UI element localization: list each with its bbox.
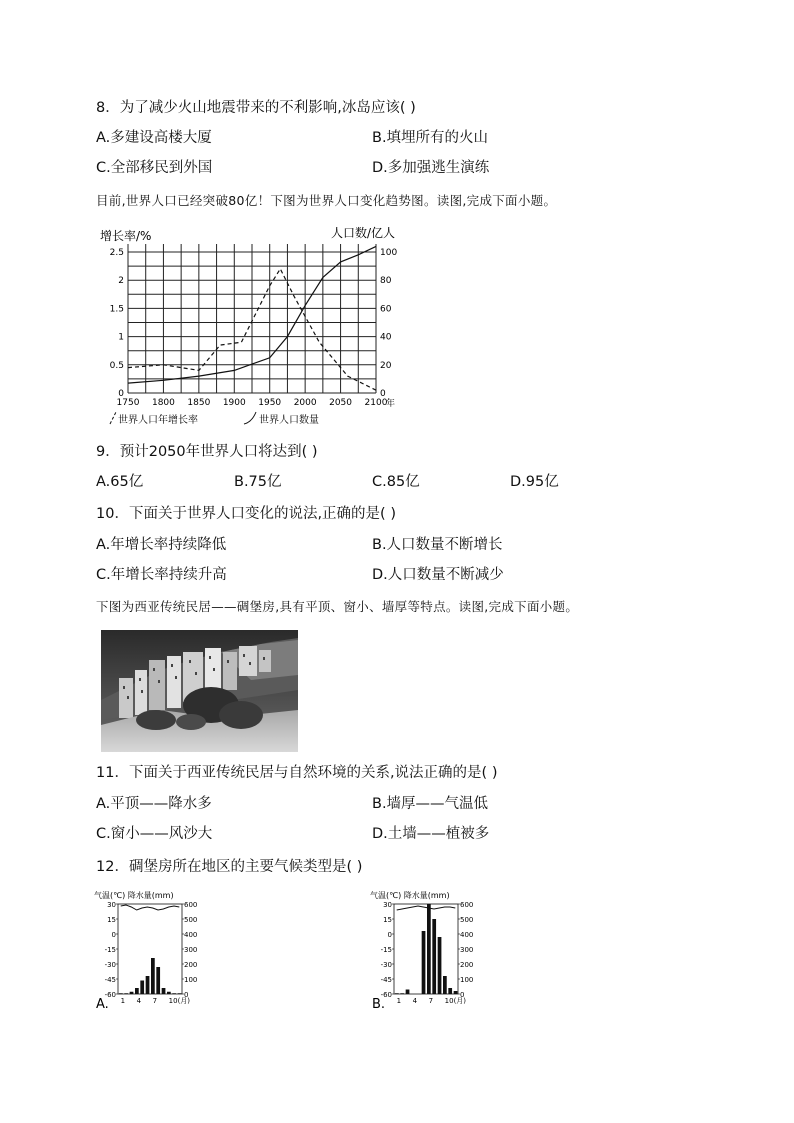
precip-bar <box>146 976 150 994</box>
climate-chart-b[interactable] <box>370 888 500 1013</box>
q10-option-a[interactable]: A.年增长率持续降低 <box>96 537 227 553</box>
q9-option-d[interactable]: D.95亿 <box>510 474 559 490</box>
q11-option-c[interactable]: C.窗小——风沙大 <box>96 826 213 842</box>
climate-chart-title: 气温(℃) 降水量(mm) <box>94 891 174 900</box>
temp-tick-label: 30 <box>107 901 116 909</box>
right-tick-label: 60 <box>380 304 392 315</box>
month-tick-label: 10(月) <box>444 997 467 1005</box>
population-chart <box>96 222 416 427</box>
q8-option-b[interactable]: B.填埋所有的火山 <box>372 130 489 146</box>
x-tick-label: 2050 <box>329 398 353 408</box>
temp-tick-label: -45 <box>380 976 392 984</box>
q9-stem: 9．预计2050年世界人口将达到( ) <box>96 444 318 460</box>
precip-bar <box>135 988 139 994</box>
q8-option-c[interactable]: C.全部移民到外国 <box>96 160 213 176</box>
x-tick-label: 2000 <box>293 398 317 408</box>
precip-tick-label: 500 <box>460 916 474 924</box>
month-tick-label: 1 <box>396 997 402 1005</box>
precip-bar <box>395 993 399 994</box>
precip-tick-label: 600 <box>460 901 474 909</box>
precip-tick-label: 100 <box>460 976 474 984</box>
precip-tick-label: 0 <box>184 991 189 999</box>
q11-option-b[interactable]: B.墙厚——气温低 <box>372 796 489 812</box>
month-tick-label: 7 <box>152 997 158 1005</box>
x-tick-label: 2100 <box>364 398 388 408</box>
q8-option-a[interactable]: A.多建设高楼大厦 <box>96 130 212 146</box>
q8-option-d[interactable]: D.多加强逃生演练 <box>372 160 490 176</box>
q12-stem: 12．碉堡房所在地区的主要气候类型是( ) <box>96 859 363 875</box>
precip-tick-label: 200 <box>184 961 198 969</box>
legend-pop-swatch <box>244 412 256 424</box>
precip-bar <box>400 993 404 994</box>
precip-tick-label: 200 <box>460 961 474 969</box>
q9-option-a[interactable]: A.65亿 <box>96 474 144 490</box>
legend-rate-label: 世界人口年增长率 <box>118 415 198 426</box>
precip-bar <box>151 958 155 994</box>
q8-stem: 8．为了减少火山地震带来的不利影响,冰岛应该( ) <box>96 100 416 116</box>
precip-tick-label: 0 <box>460 991 465 999</box>
q11-stem: 11．下面关于西亚传统民居与自然环境的关系,说法正确的是( ) <box>96 765 498 781</box>
precip-bar <box>427 904 431 994</box>
precip-tick-label: 500 <box>184 916 198 924</box>
month-tick-label: 7 <box>428 997 434 1005</box>
intro-dwelling: 下图为西亚传统民居——碉堡房,具有平顶、窗小、墙厚等特点。读图,完成下面小题。 <box>96 599 579 614</box>
precip-bar <box>406 990 410 995</box>
precip-bar <box>178 993 182 994</box>
x-unit-label: 年 <box>386 399 396 409</box>
x-tick-label: 1800 <box>151 398 175 408</box>
month-tick-label: 1 <box>120 997 126 1005</box>
precip-bar <box>167 992 171 994</box>
climate-frame <box>118 904 182 994</box>
x-tick-label: 1850 <box>187 398 211 408</box>
q10-option-c[interactable]: C.年增长率持续升高 <box>96 567 227 583</box>
month-tick-label: 4 <box>412 997 418 1005</box>
left-tick-label: 2.5 <box>109 248 124 258</box>
climate-frame <box>394 904 458 994</box>
right-tick-label: 20 <box>380 360 392 371</box>
right-tick-label: 80 <box>380 276 392 287</box>
right-tick-label: 40 <box>380 332 392 343</box>
precip-bar <box>119 993 123 994</box>
precip-bar <box>432 919 436 994</box>
climate-option-label: B. <box>372 997 386 1012</box>
temp-tick-label: -60 <box>380 991 392 999</box>
temp-tick-label: -30 <box>380 961 392 969</box>
precip-tick-label: 400 <box>460 931 474 939</box>
temp-tick-label: -45 <box>104 976 116 984</box>
q11-option-a[interactable]: A.平顶——降水多 <box>96 796 212 812</box>
temperature-line <box>397 906 456 910</box>
temp-tick-label: 0 <box>111 931 116 939</box>
climate-chart-title: 气温(℃) 降水量(mm) <box>370 891 450 900</box>
q10-option-d[interactable]: D.人口数量不断减少 <box>372 567 504 583</box>
x-tick-label: 1900 <box>222 398 246 408</box>
temp-tick-label: 15 <box>107 916 116 924</box>
precip-bar <box>140 981 144 995</box>
q9-option-b[interactable]: B.75亿 <box>234 474 282 490</box>
right-tick-label: 0 <box>380 389 386 399</box>
temp-tick-label: -60 <box>104 991 116 999</box>
precip-tick-label: 100 <box>184 976 198 984</box>
precip-bar <box>124 993 128 994</box>
temp-tick-label: -15 <box>104 946 116 954</box>
precip-tick-label: 400 <box>184 931 198 939</box>
precip-bar <box>162 988 166 994</box>
temp-tick-label: 15 <box>383 916 392 924</box>
month-tick-label: 10(月) <box>168 997 191 1005</box>
left-tick-label: 1 <box>118 332 124 343</box>
precip-bar <box>130 992 134 994</box>
precip-bar <box>454 991 458 994</box>
left-tick-label: 0.5 <box>109 360 124 371</box>
precip-bar <box>156 967 160 994</box>
intro-population: 目前,世界人口已经突破80亿！下图为世界人口变化趋势图。读图,完成下面小题。 <box>96 193 557 208</box>
left-tick-label: 1.5 <box>109 304 124 315</box>
left-tick-label: 0 <box>118 389 124 399</box>
precip-bar <box>438 937 442 994</box>
legend-pop-label: 世界人口数量 <box>259 415 319 426</box>
right-tick-label: 100 <box>380 248 398 258</box>
q11-option-d[interactable]: D.土墙——植被多 <box>372 826 490 842</box>
precip-tick-label: 300 <box>184 946 198 954</box>
fort-house-photo <box>101 630 298 752</box>
precip-tick-label: 300 <box>460 946 474 954</box>
climate-chart-a[interactable] <box>94 888 214 1013</box>
q9-option-c[interactable]: C.85亿 <box>372 474 420 490</box>
right-axis-title: 人口数/亿人 <box>331 226 396 240</box>
precip-tick-label: 600 <box>184 901 198 909</box>
temp-tick-label: 30 <box>383 901 392 909</box>
precip-bar <box>172 993 176 994</box>
left-tick-label: 2 <box>118 276 124 287</box>
left-axis-title: 增长率/% <box>100 229 152 243</box>
temperature-line <box>121 905 180 910</box>
legend-rate-swatch <box>110 412 116 424</box>
temp-tick-label: -30 <box>104 961 116 969</box>
x-tick-label: 1950 <box>258 398 282 408</box>
precip-bar <box>448 988 452 994</box>
temp-tick-label: 0 <box>387 931 392 939</box>
x-tick-label: 1750 <box>116 398 140 408</box>
temp-tick-label: -15 <box>380 946 392 954</box>
month-tick-label: 4 <box>136 997 142 1005</box>
climate-option-label: A. <box>96 997 109 1012</box>
q10-stem: 10．下面关于世界人口变化的说法,正确的是( ) <box>96 506 396 522</box>
q10-option-b[interactable]: B.人口数量不断增长 <box>372 537 503 553</box>
precip-bar <box>422 931 426 994</box>
precip-bar <box>443 976 447 994</box>
